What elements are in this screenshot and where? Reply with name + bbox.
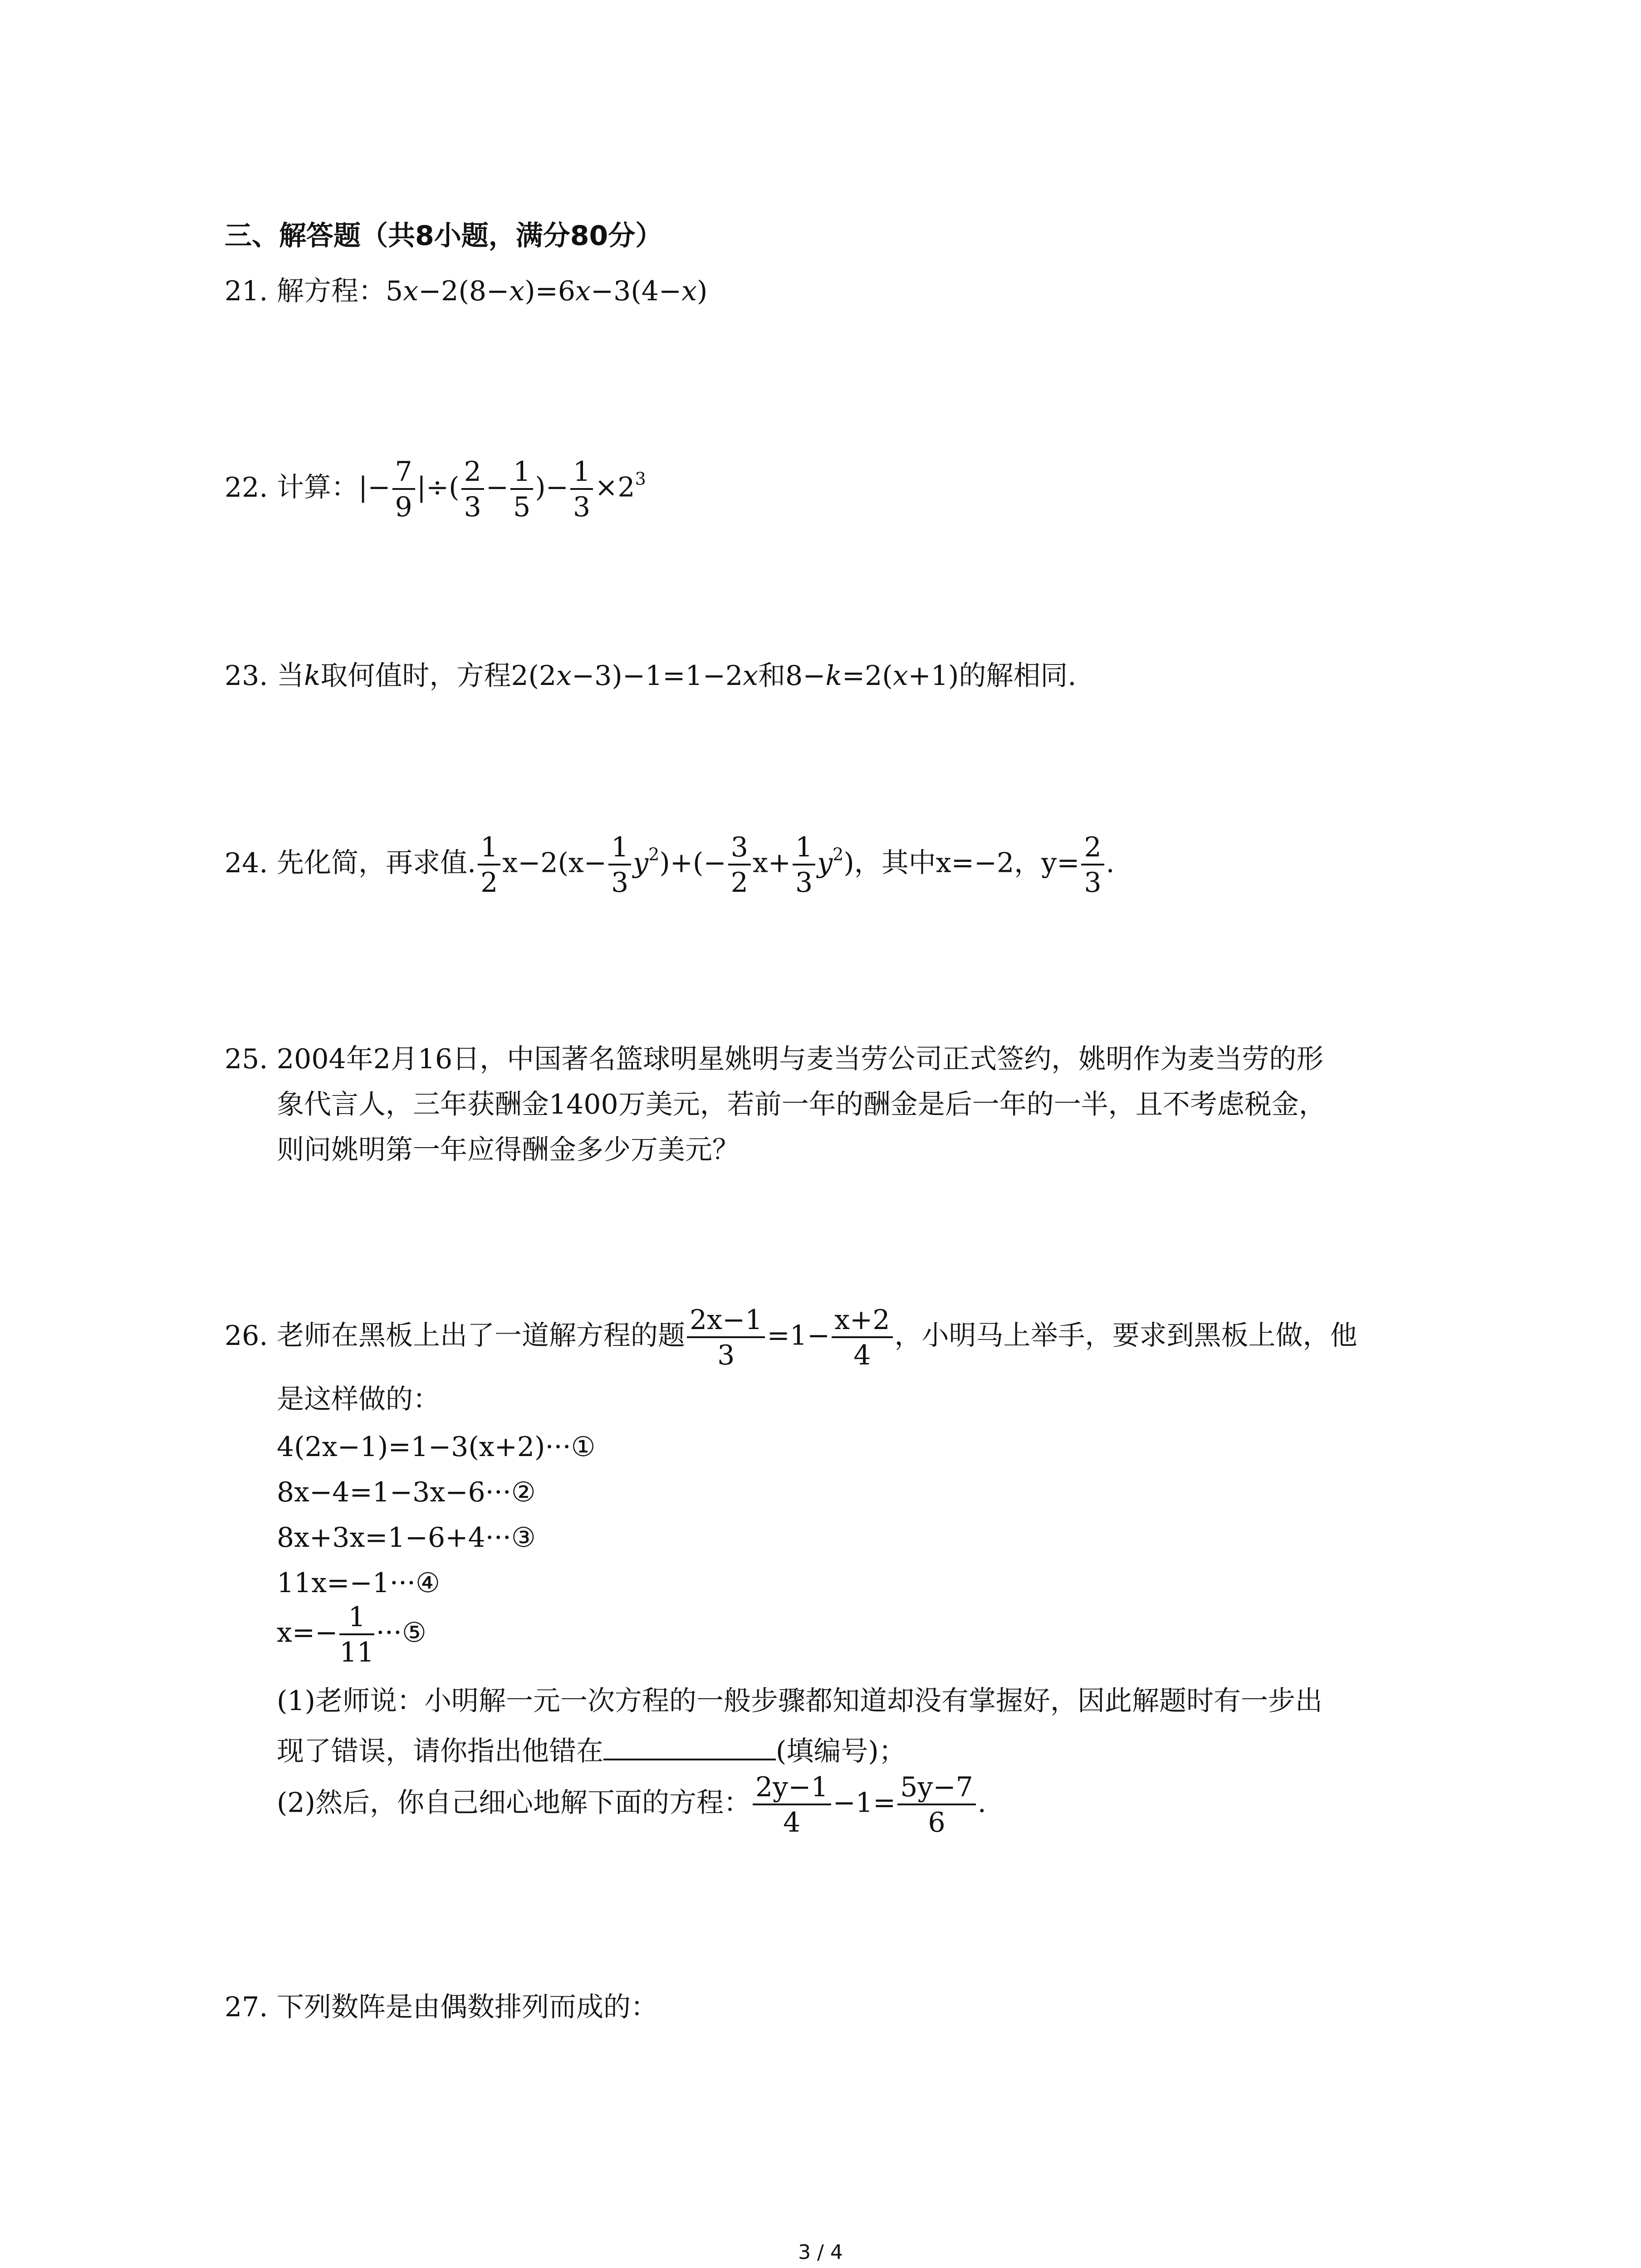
question-number: 21. bbox=[225, 275, 268, 307]
fraction: $\frac{1}{3}$ bbox=[570, 458, 593, 521]
question-number: 25. bbox=[225, 1043, 268, 1075]
solution-step-1: 4(2x−1)=1−3(x+2)···① bbox=[277, 1431, 596, 1463]
fraction: $\frac{1}{3}$ bbox=[793, 834, 815, 896]
question-number: 24. bbox=[225, 847, 268, 879]
page-number: 3 / 4 bbox=[798, 2241, 843, 2264]
question-text-line: 象代言人，三年获酬金1400万美元，若前一年的酬金是后一年的一半，且不考虑税金， bbox=[277, 1089, 1326, 1120]
fraction: $\frac{1}{11}$ bbox=[339, 1601, 374, 1668]
solution-step-4: 11x=−1···④ bbox=[277, 1567, 440, 1599]
fraction: $\frac{2}{3}$ bbox=[1081, 834, 1104, 896]
question-number: 26. bbox=[225, 1320, 268, 1352]
question-25 bbox=[225, 1043, 1324, 1075]
fraction: $\frac{1}{5}$ bbox=[510, 458, 533, 521]
question-text-line: 2004年2月16日，中国著名篮球明星姚明与麦当劳公司正式签约，姚明作为麦当劳的形 bbox=[277, 1043, 1324, 1075]
question-26: 26. 老师在黑板上出了一道解方程的题 $\frac{2x-1}{3}$ =1− $\frac{x+2}{4}$ ，小明马上举手，要求到黑板上做，他 bbox=[225, 1304, 1357, 1371]
question-prefix: 解方程： bbox=[277, 275, 386, 307]
section-title: 三、解答题（共8小题，满分80分） bbox=[225, 220, 663, 252]
fraction: $\frac{2x-1}{3}$ bbox=[687, 1306, 765, 1369]
exponent: 3 bbox=[635, 469, 646, 489]
question-text-line: 是这样做的： bbox=[277, 1383, 440, 1415]
question-24: 24. 先化简，再求值. $\frac{1}{2}$ x−2(x− $\frac{1}{3}$ $y^2)+(-$ $\frac{3}{2}$ x+ $\frac{1}{3}$ $y^2$)，其中x=−2，y= $\frac{2}{3}$ . bbox=[225, 831, 1115, 899]
question-prefix: 计算： bbox=[277, 471, 358, 503]
solution-step-5: x=− $\frac{1}{11}$ ···⑤ bbox=[277, 1601, 426, 1668]
question-text: 下列数阵是由偶数排列而成的： bbox=[277, 1991, 658, 2023]
fraction: $\frac{5y-7}{6}$ bbox=[897, 1774, 976, 1836]
solution-step-3: 8x+3x=1−6+4···③ bbox=[277, 1522, 536, 1554]
fraction: $\frac{1}{3}$ bbox=[608, 834, 631, 896]
question-27 bbox=[225, 1991, 658, 2023]
answer-blank[interactable] bbox=[603, 1735, 776, 1760]
solution-step-2: 8x−4=1−3x−6···② bbox=[277, 1476, 536, 1508]
fraction: $\frac{1}{2}$ bbox=[478, 834, 500, 896]
part-1-text: (1)老师说：小明解一元一次方程的一般步骤都知道却没有掌握好，因此解题时有一步出 bbox=[277, 1685, 1323, 1717]
part-1-text-2: 现了错误，请你指出他错在 (填编号)； bbox=[277, 1735, 906, 1767]
fraction: $\frac{7}{9}$ bbox=[392, 458, 415, 521]
question-text-line: 则问姚明第一年应得酬金多少万美元？ bbox=[277, 1134, 740, 1166]
question-number: 22. bbox=[225, 471, 268, 503]
fraction: $\frac{2y-1}{4}$ bbox=[753, 1774, 831, 1836]
question-number: 27. bbox=[225, 1991, 268, 2023]
question-23: 23. 当k取何值时，方程2(2x−3)−1=1−2x和8−k=2(x+1)的解相同. bbox=[225, 660, 1077, 692]
fraction: $\frac{2}{3}$ bbox=[461, 458, 484, 521]
equation: 5x−2(8−x)=6x−3(4−x) bbox=[386, 275, 708, 307]
question-21 bbox=[225, 275, 708, 307]
question-prefix: 先化简，再求值. bbox=[277, 847, 476, 879]
question-22: 22. 计算：|− $\frac{7}{9}$ |÷( $\frac{2}{3}$ − $\frac{1}{5}$ )− $\frac{1}{3}$ $\times 2^3$ bbox=[225, 456, 646, 523]
question-number: 23. bbox=[225, 660, 268, 692]
part-2-text: (2)然后，你自己细心地解下面的方程： $\frac{2y-1}{4}$ −1= $\frac{5y-7}{6}$ . bbox=[277, 1771, 986, 1838]
fraction: $\frac{3}{2}$ bbox=[728, 834, 751, 896]
fraction: $\frac{x+2}{4}$ bbox=[832, 1306, 892, 1369]
